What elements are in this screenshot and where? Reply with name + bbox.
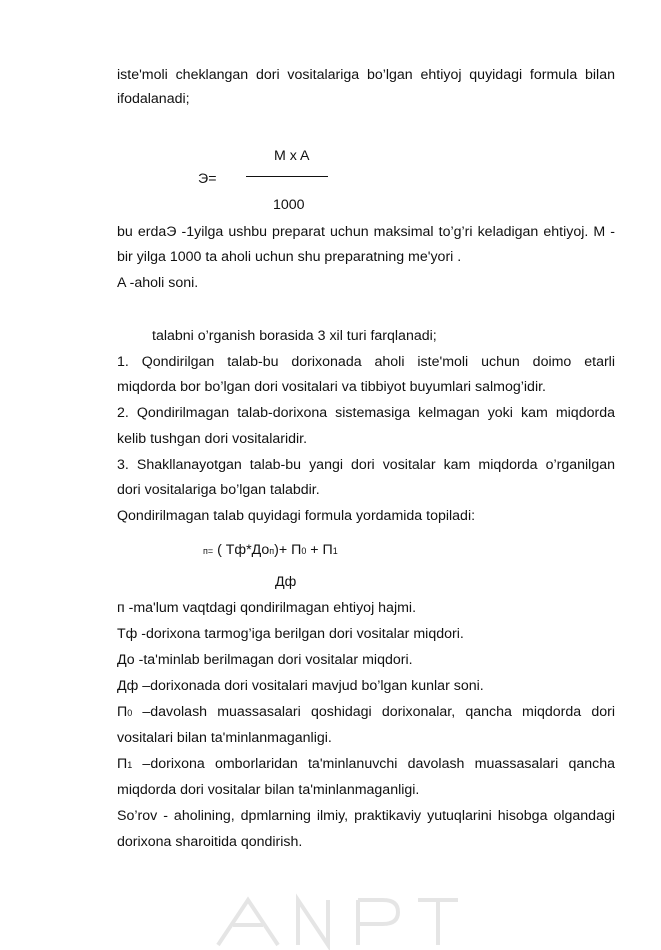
legend-line-6 <box>117 755 615 775</box>
legend-p0: П <box>117 704 128 720</box>
intro-line-1: iste'moli cheklangan dori vositalariga bo’lgan ehtiyoj quyidagi formula bilan <box>117 67 615 83</box>
legend-line-4: Дф –dorixonada dori vositalari mavjud bo’lgan kunlar soni. <box>117 678 484 694</box>
formula2-do-sub: п <box>269 546 275 556</box>
legend-p1: П <box>117 756 128 772</box>
watermark-logo <box>208 890 468 950</box>
formula2-plus: + П <box>306 542 333 558</box>
type3-line-1: 3. Shakllanayotgan talab-bu yangi dori vositalar kam miqdorda o’rganilgan <box>117 457 615 473</box>
legend-p0-text: –davolash muassasalari qoshidagi dorixonalar, qancha miqdorda dori <box>132 704 615 720</box>
legend-line-1: п -ma'lum vaqtdagi qondirilmagan ehtiyoj hajmi. <box>117 600 417 616</box>
intro-line-2: ifodalanadi; <box>117 91 190 107</box>
type1-line-1: 1. Qondirilgan talab-bu dorixonada aholi iste'moli uchun doimo etarli <box>117 354 615 370</box>
types-intro: talabni o’rganish borasida 3 xil turi farqlanadi; <box>152 328 437 344</box>
formula2-p0-sub: 0 <box>301 546 307 556</box>
definition-line-2: bir yilga 1000 ta aholi uchun shu preparatning me'yori . <box>117 249 462 265</box>
formula1-numerator: M x A <box>274 148 310 164</box>
type2-line-1: 2. Qondirilmagan talab-dorixona sistemasiga kelmagan yoki kam miqdorda <box>117 405 615 421</box>
formula1-fraction-bar <box>246 176 328 177</box>
formula2-rest: )+ П <box>274 542 302 558</box>
formula2-p1-sub: 1 <box>332 546 338 556</box>
legend-line-5b: vositalari bilan ta'minlanmaganligi. <box>117 730 332 746</box>
formula2-intro: Qondirilmagan talab quyidagi formula yordamida topiladi: <box>117 508 476 524</box>
type2-line-2: kelib tushgan dori vositalaridir. <box>117 431 308 447</box>
legend-p0-sub: 0 <box>127 708 133 718</box>
formula1-lhs: Э= <box>198 171 217 187</box>
legend-line-6b: miqdorda dori vositalar bilan ta'minlanmaganligi. <box>117 782 420 798</box>
conclusion-line-2: dorixona sharoitida qondirish. <box>117 834 303 850</box>
formula2-lhs: п= <box>203 546 214 556</box>
type1-line-2: miqdorda bor bo’lgan dori vositalari va tibbiyot buyumlari salmog’idir. <box>117 379 546 395</box>
definition-line-3: A -aholi soni. <box>117 275 199 291</box>
formula2-main: ( Тф*До <box>213 542 270 558</box>
formula2-numerator <box>203 541 338 561</box>
legend-line-5 <box>117 703 615 723</box>
legend-line-3: До -ta'minlab berilmagan dori vositalar miqdori. <box>117 652 413 668</box>
legend-line-2: Тф -dorixona tarmog’iga berilgan dori vositalar miqdori. <box>117 626 464 642</box>
formula2-denominator: Дф <box>275 574 297 590</box>
legend-p1-text: –dorixona omborlaridan ta'minlanuvchi davolash muassasalari qancha <box>132 756 615 772</box>
conclusion-line-1: So’rov - aholining, dpmlarning ilmiy, praktikaviy yutuqlarini hisobga olgandagi <box>117 808 615 824</box>
definition-line-1: bu erdaЭ -1yilga ushbu preparat uchun maksimal to’g’ri keladigan ehtiyoj. M - <box>117 224 615 240</box>
legend-p1-sub: 1 <box>127 760 133 770</box>
formula1-denominator: 1000 <box>273 197 305 213</box>
type3-line-2: dori vositalariga bo’lgan talabdir. <box>117 482 320 498</box>
